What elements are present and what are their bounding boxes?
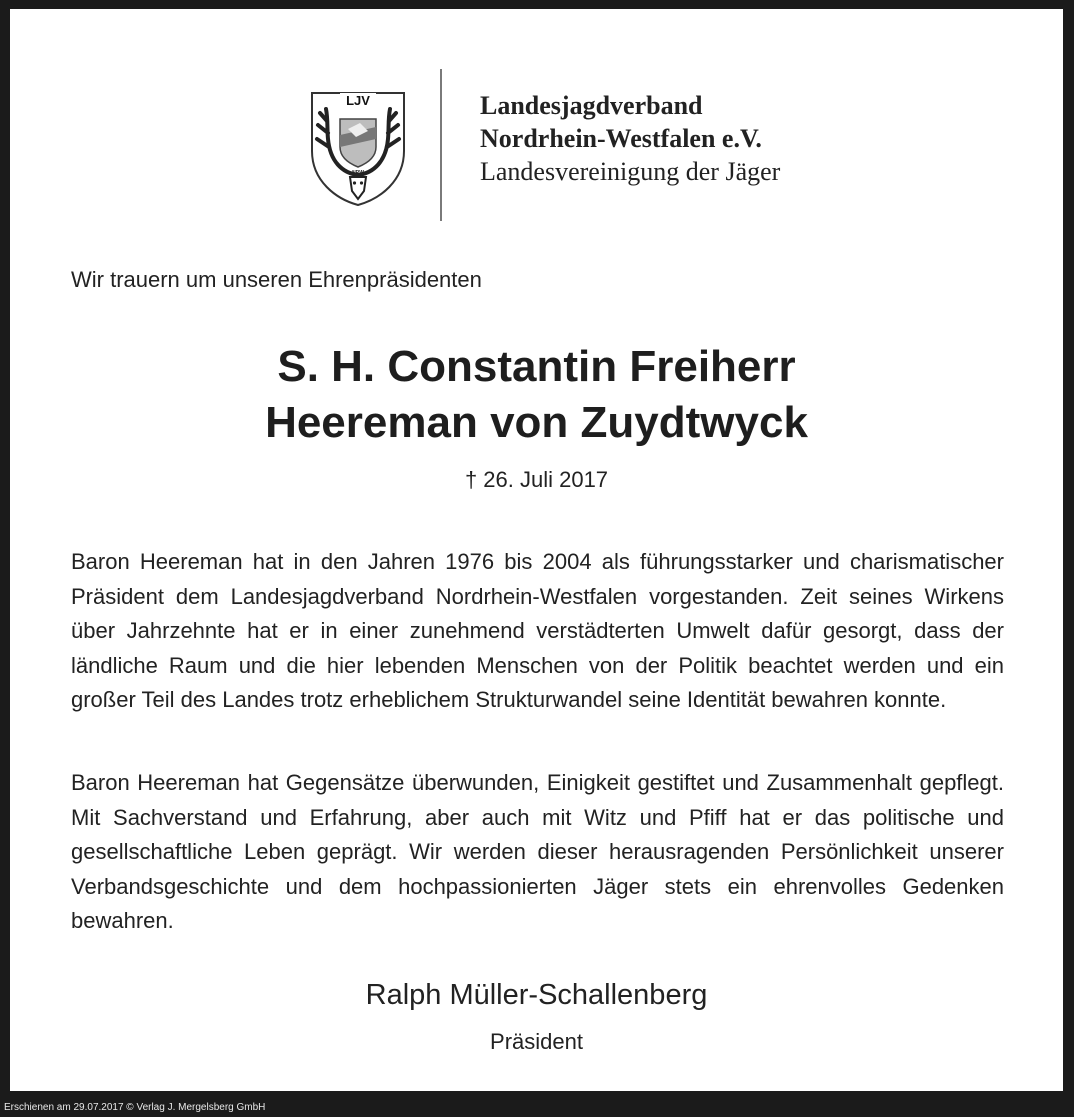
mourning-intro: Wir trauern um unseren Ehrenpräsidenten <box>71 267 482 292</box>
tribute-paragraph-1: Baron Heereman hat in den Jahren 1976 bis 2004 als führungsstarker und charismatischer Präsident dem Landesjagdverband Nordrhein-Westfalen vorgestanden. Zeit seines Wirkens über Jahrzehnte hat er in einer zunehmend verstädterten Umwelt dafür gesorgt, dass der ländliche Raum und die hier lebenden Menschen von der Politik beachtet werden und ein großer Teil des Landes trotz erheblichem Strukturwandel seine Identität bewahren konnte. <box>71 549 1004 712</box>
logo-divider <box>440 69 442 221</box>
publication-footer: Erschienen am 29.07.2017 © Verlag J. Mergelsberg GmbH <box>4 1102 266 1113</box>
crest-logo-subtext: NRW <box>352 170 364 176</box>
signer-name: Ralph Müller-Schallenberg <box>365 979 708 1011</box>
deceased-name-line2: Heereman von Zuydtwyck <box>265 398 808 447</box>
deceased-name-line1: S. H. Constantin Freiherr <box>277 342 796 391</box>
organization-name-line2: Nordrhein-Westfalen e.V. <box>480 124 762 153</box>
deceased-name <box>10 339 1063 451</box>
obituary-notice <box>10 9 1063 1091</box>
death-date: † 26. Juli 2017 <box>464 467 609 492</box>
organization-header <box>308 69 848 229</box>
signer-role: Präsident <box>490 1029 583 1054</box>
organization-subtitle: Landesvereinigung der Jäger <box>480 157 781 186</box>
organization-name <box>480 89 780 189</box>
crest-logo-text: LJV <box>340 93 376 108</box>
organization-name-line1: Landesjagdverband <box>480 91 703 120</box>
tribute-paragraph-2: Baron Heereman hat Gegensätze überwunden, Einigkeit gestiftet und Zusammenhalt gepflegt. Mit Sachverstand und Erfahrung, aber auch mit Witz und Pfiff hat er das politische und gesellschaftliche Leben geprägt. Wir werden dieser herausragenden Persönlichkeit unserer Verbandsgeschichte und dem hochpassionierten Jäger stets ein ehrenvolles Gedenken bewahren. <box>71 770 1004 933</box>
